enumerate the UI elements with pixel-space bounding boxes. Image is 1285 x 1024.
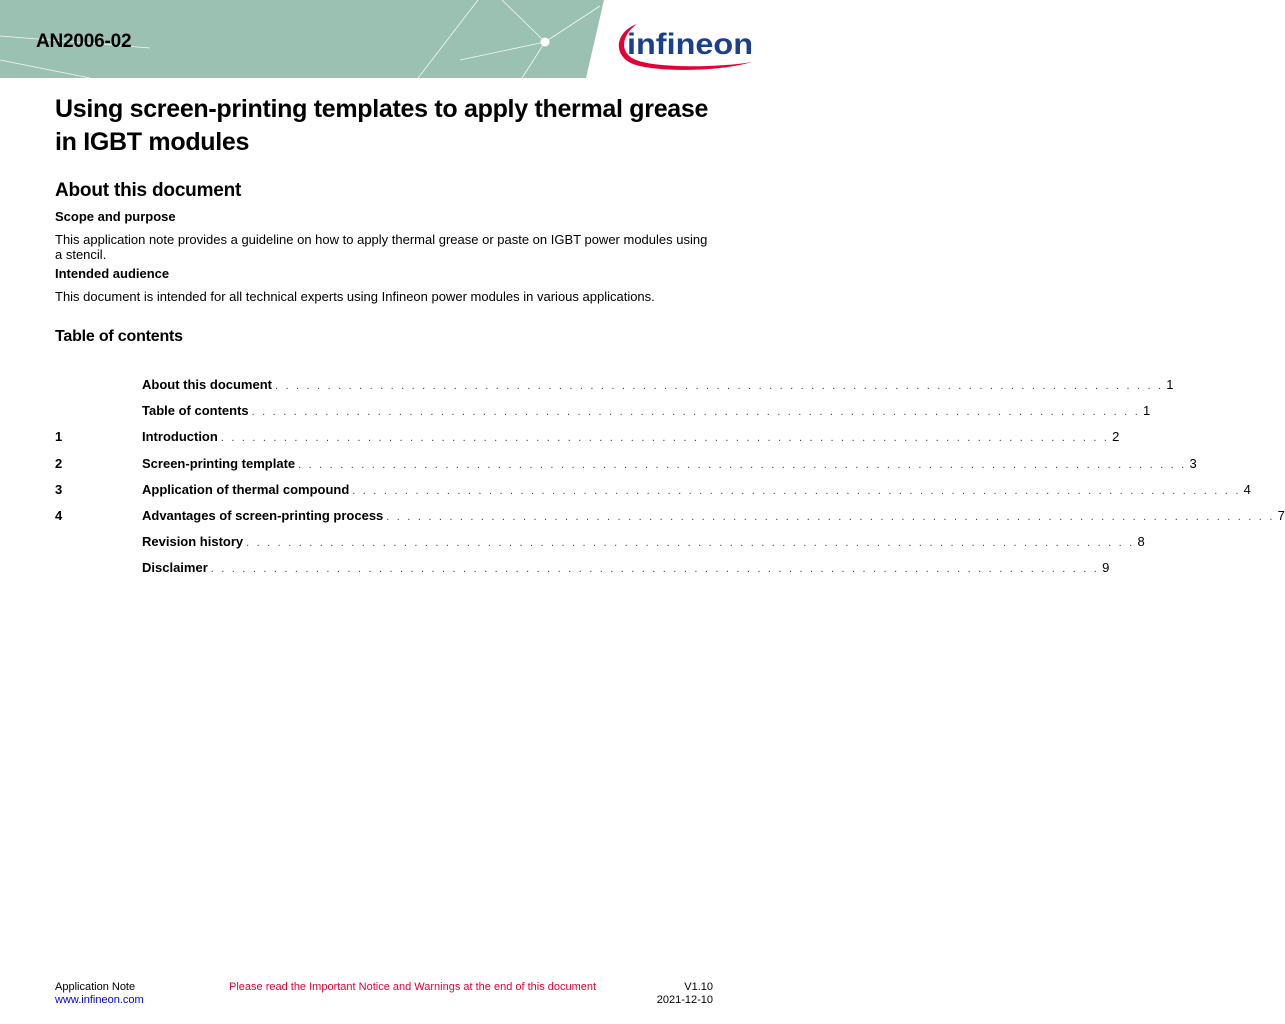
toc-dot-leader: . . . . . . . . . . . . . . . . . . . . . . . . . . . . . . . . . . . . . . . . . . . . . . . . . . . . . . . . . . . . . . . . . . . . . . . . . . . . . . . . . . . . . (298, 459, 1187, 471)
toc-number: 3 (55, 482, 63, 497)
toc-link[interactable]: Advantages of screen-printing process (142, 508, 384, 523)
about-heading: About this document (55, 180, 242, 201)
toc-dot-leader: . . . . . . . . . . . . . . . . . . . . . . . . . . . . . . . . . . . . . . . . . . . . . . . . . . . . . . . . . . . . . . . . . . . . . . . . . . . . . . . . . . . . . (246, 537, 1135, 549)
footer-doc-type: Application Note (55, 981, 136, 993)
toc-entry (142, 401, 1151, 422)
toc-number: 1 (55, 429, 63, 444)
toc-row[interactable] (55, 558, 1110, 578)
toc-dot-leader: . . . . . . . . . . . . . . . . . . . . . . . . . . . . . . . . . . . . . . . . . . . . . . . . . . . . . . . . . . . . . . . . . . . . . . . . . . . . . . . . . . . . . (220, 432, 1110, 444)
document-title: Using screen-printing templates to apply thermal grease in IGBT modules (55, 95, 709, 156)
toc-link[interactable]: About this document (142, 377, 272, 392)
toc-entry (142, 558, 1110, 579)
footer-date: 2021-12-10 (656, 994, 713, 1006)
toc-dot-leader: . . . . . . . . . . . . . . . . . . . . . . . . . . . . . . . . . . . . . . . . . . . . . . . . . . . . . . . . . . . . . . . . . . . . . . . . . . . . . . . . . . . . . (210, 563, 1100, 575)
toc-heading: Table of contents (55, 328, 183, 345)
toc-entry (142, 427, 1120, 448)
toc-entry (142, 506, 1285, 527)
toc-dot-leader: . . . . . . . . . . . . . . . . . . . . . . . . . . . . . . . . . . . . . . . . . . . . . . . . . . . . . . . . . . . . . . . . . . . . . . . . . . . . . . . . . . . . . (251, 406, 1140, 418)
toc-row[interactable] (55, 427, 1120, 447)
toc-dot-leader: . . . . . . . . . . . . . . . . . . . . . . . . . . . . . . . . . . . . . . . . . . . . . . . . . . . . . . . . . . . . . . . . . . . . . . . . . . . . . . . . . . . . . (352, 485, 1241, 497)
audience-text: This document is intended for all technical experts using Infineon power modules in various applications. (55, 289, 655, 304)
toc-link[interactable]: Revision history (142, 534, 244, 549)
toc-link[interactable]: Introduction (142, 429, 218, 444)
logo-wordmark: infineon (627, 28, 753, 61)
toc-row[interactable] (55, 401, 1151, 421)
toc-page-number: 7 (1277, 508, 1285, 523)
footer-website-link[interactable]: www.infineon.com (55, 994, 144, 1006)
toc-link[interactable]: Screen-printing template (142, 456, 296, 471)
toc-link[interactable]: Disclaimer (142, 560, 208, 575)
scope-heading: Scope and purpose (55, 209, 176, 224)
toc-number: 2 (55, 456, 63, 471)
toc-page-number: 4 (1243, 482, 1251, 497)
footer-left (55, 981, 144, 1007)
toc-entry (142, 480, 1251, 501)
toc-dot-leader: . . . . . . . . . . . . . . . . . . . . . . . . . . . . . . . . . . . . . . . . . . . . . . . . . . . . . . . . . . . . . . . . . . . . . . . . . . . . . . . . . . . . . (275, 380, 1164, 392)
toc-page-number: 8 (1137, 534, 1145, 549)
audience-heading: Intended audience (55, 266, 170, 281)
toc-page-number: 2 (1112, 429, 1120, 444)
footer-version: V1.10 (684, 981, 713, 993)
document-number: AN2006-02 (36, 31, 132, 52)
toc-page-number: 3 (1189, 456, 1197, 471)
toc-link[interactable]: Application of thermal compound (142, 482, 350, 497)
toc-link[interactable]: Table of contents (142, 403, 249, 418)
toc-dot-leader: . . . . . . . . . . . . . . . . . . . . . . . . . . . . . . . . . . . . . . . . . . . . . . . . . . . . . . . . . . . . . . . . . . . . . . . . . . . . . . . . . . . . . (386, 511, 1275, 523)
infineon-logo (610, 10, 758, 76)
footer-right (657, 981, 713, 1007)
toc-page-number: 1 (1166, 377, 1174, 392)
toc-number: 4 (55, 508, 63, 523)
toc-entry (142, 532, 1145, 553)
toc-row[interactable] (55, 480, 1251, 500)
toc-row[interactable] (55, 532, 1145, 552)
toc-row[interactable] (55, 454, 1197, 474)
toc-page-number: 1 (1142, 403, 1151, 418)
toc-entry (142, 375, 1174, 396)
toc-page-number: 9 (1102, 560, 1110, 575)
scope-text: This application note provides a guideline on how to apply thermal grease or paste on IGBT power modules using a stencil. (55, 232, 708, 262)
toc-row[interactable] (55, 375, 1174, 395)
network-node-decoration (541, 38, 550, 47)
toc-row[interactable] (55, 506, 1285, 526)
footer-notice: Please read the Important Notice and Warnings at the end of this document (229, 981, 597, 993)
toc-entry (142, 454, 1197, 475)
